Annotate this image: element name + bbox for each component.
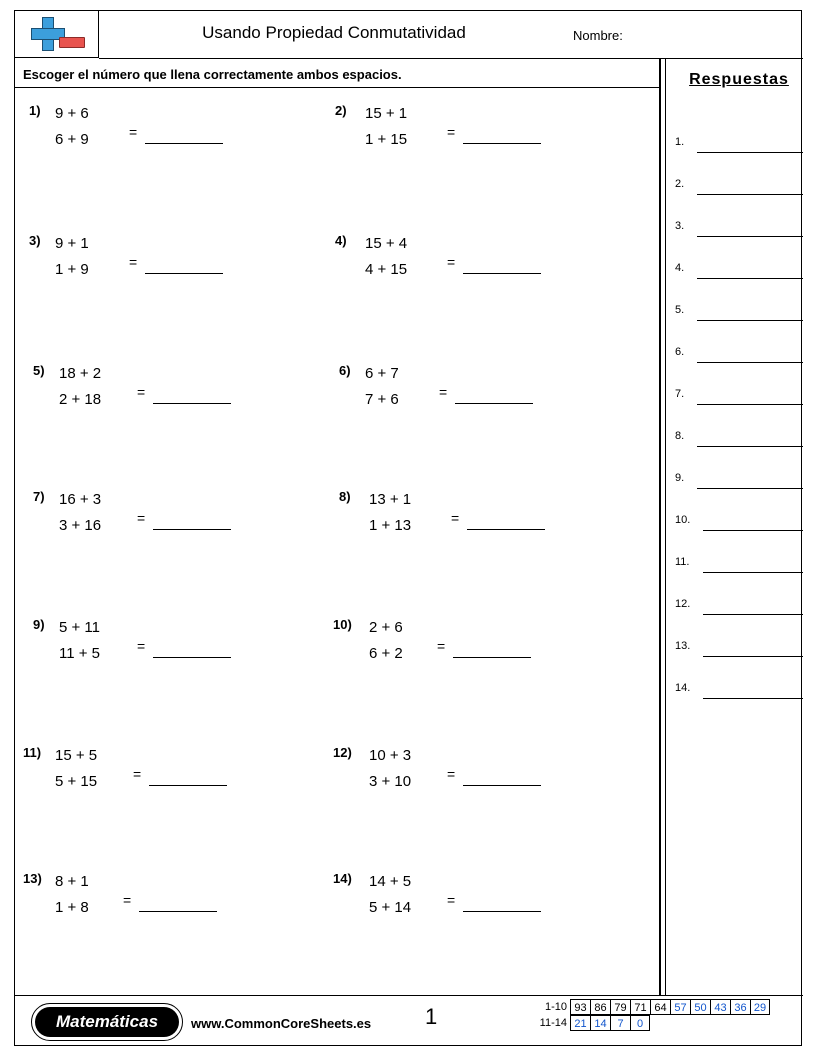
answer-blank[interactable] [139, 911, 217, 912]
problem-number: 6) [339, 363, 351, 378]
answer-blank[interactable] [463, 273, 541, 274]
problem-expression [59, 361, 101, 413]
grading-key-row-1 [535, 999, 770, 1015]
equals-sign: = [137, 384, 146, 400]
grading-key-cell: 93 [570, 999, 590, 1015]
problem-item [339, 489, 639, 553]
answer-row[interactable] [675, 217, 803, 237]
expression-line-1: 15 + 1 [365, 105, 408, 122]
expression-line-2: 2 + 18 [59, 391, 102, 408]
problem-item [335, 103, 635, 167]
website-url: www.CommonCoreSheets.es [191, 1016, 372, 1031]
answer-blank[interactable] [463, 143, 541, 144]
problem-item [335, 233, 635, 297]
problem-number: 13) [23, 871, 42, 886]
problem-item [33, 363, 333, 427]
grading-key-cell: 36 [730, 999, 750, 1015]
answer-blank[interactable] [697, 152, 803, 153]
answer-row[interactable] [675, 133, 803, 153]
answer-blank[interactable] [697, 488, 803, 489]
worksheet-page [14, 10, 802, 1046]
grading-key-cell: 79 [610, 999, 630, 1015]
problem-expression [365, 361, 399, 413]
problem-item [33, 489, 333, 553]
problem-item [29, 103, 329, 167]
equals-sign: = [129, 254, 138, 270]
instruction-text: Escoger el número que llena correctamente ambos espacios. [23, 67, 402, 82]
problem-expression [369, 869, 411, 921]
grading-key-cell: 14 [590, 1015, 610, 1031]
problem-expression [55, 231, 89, 283]
answer-number: 12. [675, 598, 691, 610]
answer-row[interactable] [675, 343, 803, 363]
problem-number: 8) [339, 489, 351, 504]
page-number: 1 [425, 1004, 438, 1029]
answer-blank[interactable] [703, 656, 803, 657]
expression-line-2: 6 + 9 [55, 131, 89, 148]
answer-blank[interactable] [697, 278, 803, 279]
answer-number: 8. [675, 430, 685, 442]
answer-blank[interactable] [703, 698, 803, 699]
problem-item [333, 871, 633, 935]
answer-blank[interactable] [463, 911, 541, 912]
answers-heading: Respuestas [689, 71, 789, 88]
grading-key-cell: 0 [630, 1015, 650, 1031]
equals-sign: = [451, 510, 460, 526]
problem-number: 7) [33, 489, 45, 504]
grading-key-row-2 [535, 1015, 650, 1031]
answer-blank[interactable] [463, 785, 541, 786]
expression-line-1: 10 + 3 [369, 747, 412, 764]
problem-item [333, 617, 633, 681]
answer-row[interactable] [675, 385, 803, 405]
answer-number: 9. [675, 472, 685, 484]
grading-key-row-2-label: 11-14 [539, 1017, 567, 1029]
answer-row[interactable] [675, 595, 803, 615]
expression-line-2: 5 + 15 [55, 773, 98, 790]
answer-column-divider-inner [665, 59, 666, 995]
answer-number: 6. [675, 346, 685, 358]
problem-number: 9) [33, 617, 45, 632]
grading-key-cell: 57 [670, 999, 690, 1015]
problem-item [29, 233, 329, 297]
expression-line-1: 16 + 3 [59, 491, 102, 508]
equals-sign: = [437, 638, 446, 654]
answer-column-divider-outer [659, 59, 661, 995]
expression-line-1: 18 + 2 [59, 365, 102, 382]
answer-number: 10. [675, 514, 691, 526]
expression-line-2: 1 + 15 [365, 131, 408, 148]
answer-row[interactable] [675, 175, 803, 195]
answer-row[interactable] [675, 427, 803, 447]
equals-sign: = [137, 510, 146, 526]
expression-line-2: 5 + 14 [369, 899, 412, 916]
answer-blank[interactable] [145, 273, 223, 274]
expression-line-2: 7 + 6 [365, 391, 399, 408]
answer-blank[interactable] [703, 572, 803, 573]
answer-blank[interactable] [697, 194, 803, 195]
answer-number: 2. [675, 178, 685, 190]
minus-icon [59, 37, 85, 48]
answer-number: 3. [675, 220, 685, 232]
problem-expression [59, 487, 101, 539]
answer-blank[interactable] [467, 529, 545, 530]
header-divider [99, 58, 803, 59]
answer-blank[interactable] [455, 403, 533, 404]
equals-sign: = [447, 892, 456, 908]
answer-row[interactable] [675, 511, 803, 531]
answer-row[interactable] [675, 553, 803, 573]
answer-blank[interactable] [703, 614, 803, 615]
problem-number: 4) [335, 233, 347, 248]
problem-number: 10) [333, 617, 352, 632]
answer-number: 4. [675, 262, 685, 274]
expression-line-2: 1 + 8 [55, 899, 89, 916]
equals-sign: = [447, 124, 456, 140]
answer-row[interactable] [675, 469, 803, 489]
expression-line-2: 3 + 10 [369, 773, 412, 790]
equals-sign: = [133, 766, 142, 782]
problem-item [23, 745, 323, 809]
expression-line-1: 15 + 4 [365, 235, 408, 252]
expression-line-1: 6 + 7 [365, 365, 399, 382]
answer-blank[interactable] [453, 657, 531, 658]
problem-expression [369, 615, 403, 667]
brand-label: Matemáticas [35, 1007, 179, 1037]
grading-key-cell: 71 [630, 999, 650, 1015]
problem-item [33, 617, 333, 681]
answer-blank[interactable] [697, 362, 803, 363]
grading-key-cell: 7 [610, 1015, 630, 1031]
answer-number: 13. [675, 640, 691, 652]
expression-line-1: 9 + 6 [55, 105, 89, 122]
problem-expression [369, 743, 411, 795]
name-label: Nombre: [573, 28, 623, 43]
expression-line-1: 9 + 1 [55, 235, 89, 252]
answer-blank[interactable] [697, 320, 803, 321]
grading-key-cell: 86 [590, 999, 610, 1015]
worksheet-header [15, 11, 801, 59]
answer-blank[interactable] [697, 236, 803, 237]
problem-number: 5) [33, 363, 45, 378]
problem-item [333, 745, 633, 809]
equals-sign: = [137, 638, 146, 654]
equals-sign: = [447, 254, 456, 270]
answer-row[interactable] [675, 301, 803, 321]
problem-number: 11) [23, 745, 42, 760]
expression-line-2: 3 + 16 [59, 517, 102, 534]
answer-number: 14. [675, 682, 691, 694]
problem-expression [369, 487, 411, 539]
problem-expression [59, 615, 100, 667]
answer-blank[interactable] [697, 404, 803, 405]
problem-expression [55, 743, 97, 795]
expression-line-1: 14 + 5 [369, 873, 412, 890]
problem-number: 3) [29, 233, 41, 248]
instruction-divider [15, 87, 660, 88]
expression-line-2: 6 + 2 [369, 645, 403, 662]
expression-line-2: 11 + 5 [59, 645, 101, 662]
problem-expression [365, 231, 407, 283]
expression-line-1: 13 + 1 [369, 491, 412, 508]
expression-line-2: 1 + 13 [369, 517, 412, 534]
expression-line-2: 4 + 15 [365, 261, 408, 278]
problem-item [23, 871, 323, 935]
expression-line-1: 5 + 11 [59, 619, 101, 636]
answer-blank[interactable] [697, 446, 803, 447]
expression-line-1: 2 + 6 [369, 619, 403, 636]
grading-key-cell: 50 [690, 999, 710, 1015]
answer-number: 7. [675, 388, 685, 400]
problem-item [339, 363, 639, 427]
logo-box [15, 11, 99, 58]
problem-expression [365, 101, 407, 153]
answer-blank[interactable] [153, 657, 231, 658]
equals-sign: = [129, 124, 138, 140]
page-title: Usando Propiedad Conmutatividad [202, 23, 466, 42]
footer-divider [15, 995, 803, 996]
answer-row[interactable] [675, 637, 803, 657]
answer-number: 5. [675, 304, 685, 316]
expression-line-1: 8 + 1 [55, 873, 89, 890]
equals-sign: = [123, 892, 132, 908]
grading-key-row-1-label: 1-10 [544, 1001, 567, 1013]
answer-row[interactable] [675, 679, 803, 699]
problem-number: 14) [333, 871, 352, 886]
answer-number: 11. [675, 556, 690, 568]
grading-key-cell: 64 [650, 999, 670, 1015]
answer-row[interactable] [675, 259, 803, 279]
expression-line-2: 1 + 9 [55, 261, 89, 278]
answer-blank[interactable] [153, 529, 231, 530]
problem-number: 12) [333, 745, 352, 760]
answer-blank[interactable] [153, 403, 231, 404]
grading-key-cell: 29 [750, 999, 770, 1015]
grading-key-cell: 21 [570, 1015, 590, 1031]
problem-expression [55, 869, 89, 921]
answer-blank[interactable] [149, 785, 227, 786]
expression-line-1: 15 + 5 [55, 747, 98, 764]
problem-number: 2) [335, 103, 347, 118]
answer-blank[interactable] [145, 143, 223, 144]
problem-number: 1) [29, 103, 41, 118]
answer-blank[interactable] [703, 530, 803, 531]
grading-key-cell: 43 [710, 999, 730, 1015]
problem-expression [55, 101, 89, 153]
answer-number: 1. [675, 136, 685, 148]
equals-sign: = [447, 766, 456, 782]
equals-sign: = [439, 384, 448, 400]
